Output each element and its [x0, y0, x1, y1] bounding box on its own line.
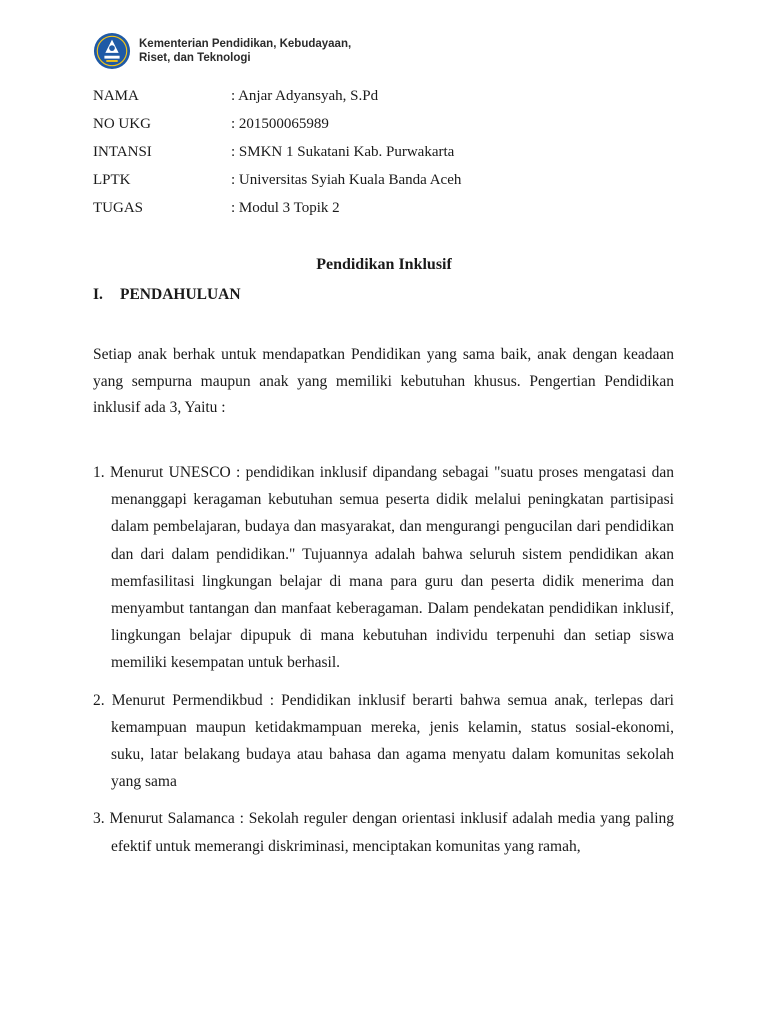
section-title: PENDAHULUAN [120, 286, 241, 303]
section-number: I. [93, 286, 103, 303]
document-title: Pendidikan Inklusif [316, 256, 452, 273]
section-heading [93, 286, 241, 304]
identity-key: TUGAS [93, 200, 144, 216]
identity-row-lptk [93, 170, 693, 198]
identity-row-nama [93, 86, 693, 114]
identity-value: : 201500065989 [231, 116, 329, 132]
definition-list [93, 459, 674, 870]
ministry-name [139, 37, 351, 65]
identity-value: : Anjar Adyansyah, S.Pd [231, 88, 379, 104]
identity-key: INTANSI [93, 144, 152, 160]
identity-row-intansi [93, 142, 693, 170]
identity-key: NAMA [93, 88, 139, 104]
identity-table [93, 86, 693, 226]
list-item: 3. Menurut Salamanca : Sekolah reguler dengan orientasi inklusif adalah media yang paling efektif untuk memerangi diskriminasi, menciptakan komunitas yang ramah, [93, 810, 674, 855]
ministry-name-line2: Riset, dan Teknologi [139, 52, 251, 64]
ministry-header [93, 30, 351, 72]
identity-key: NO UKG [93, 116, 151, 132]
identity-value: : Modul 3 Topik 2 [231, 200, 340, 216]
identity-row-tugas [93, 198, 693, 226]
identity-value: : SMKN 1 Sukatani Kab. Purwakarta [231, 144, 455, 160]
identity-value: : Universitas Syiah Kuala Banda Aceh [231, 172, 462, 188]
intro-paragraph: Setiap anak berhak untuk mendapatkan Pendidikan yang sama baik, anak dengan keadaan yang sempurna maupun anak yang memiliki kebutuhan khusus. Pengertian Pendidikan inklusif ada 3, Yaitu : [93, 346, 674, 416]
list-item: 2. Menurut Permendikbud : Pendidikan inklusif berarti bahwa semua anak, terlepas dari kemampuan maupun ketidakmampuan mereka, jenis kelamin, status sosial-ekonomi, suku, latar belakang budaya atau bahasa dan agama menyatu dalam komunitas sekolah yang sama [93, 691, 674, 791]
identity-key: LPTK [93, 172, 131, 188]
list-item: 1. Menurut UNESCO : pendidikan inklusif dipandang sebagai "suatu proses mengatasi dan menanggapi keragaman kebutuhan semua peserta didik melalui peningkatan partisipasi dalam pembelajaran, budaya dan masyarakat, dan mengurangi pengucilan dari pendidikan dan dari dalam pendidikan." Tujuannya adalah bahwa seluruh sistem pendidikan akan memfasilitasi lingkungan belajar di mana para guru dan peserta didik menerima dan menyambut tantangan dan manfaat keberagaman. Dalam pendekatan pendidikan inklusif, lingkungan belajar dipupuk di mana kebutuhan individu terpenuhi dan setiap siswa memiliki kesempatan untuk berhasil. [93, 464, 674, 672]
identity-row-no-ukg [93, 114, 693, 142]
ministry-name-line1: Kementerian Pendidikan, Kebudayaan, [139, 38, 352, 50]
tut-wuri-handayani-logo-icon [93, 32, 131, 70]
